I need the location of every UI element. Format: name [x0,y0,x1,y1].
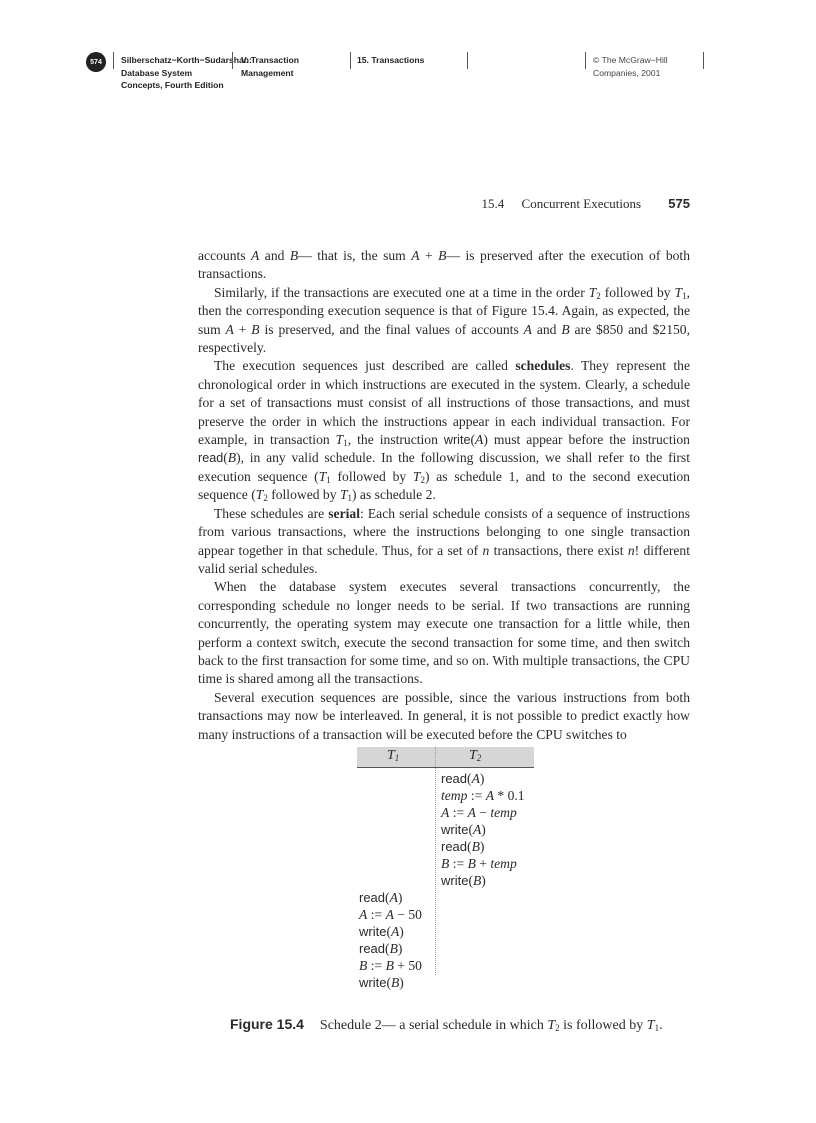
instruction-subtract-50: A := A − 50 [359,907,422,922]
column-divider [435,747,436,975]
header-copyright [593,54,668,78]
header-copyright-2: Companies, 2001 [593,67,661,78]
column-header-t1: $T_1$ [387,748,400,763]
instruction-write-a: write(A) [359,924,404,939]
section-number: 15.4 [481,196,505,211]
instruction-read-a: read(A) [441,771,485,786]
paragraph: accounts A and B— that is, the sum A + B— is preserved after the execution of both transactions. [198,248,690,282]
header-authors: Silberschatz−Korth−Sudarshan: [121,55,252,65]
header-divider [467,52,468,69]
instruction-add-50: B := B + 50 [359,958,422,973]
header-part [241,54,299,78]
instruction-compute-temp: temp := A * 0.1 [441,788,525,803]
header-chapter: 15. Transactions [357,55,425,65]
paragraph: Similarly, if the transactions are executed one at a time in the order $T_2$ followed by $T_1$, then the corresponding execution sequence is that of Figure 15.4. Again, as expected, the sum A + B is preserved, and the final values of accounts A and B are $850 and $2150, respectively. [198,284,690,356]
section-title: Concurrent Executions [521,196,642,211]
header-divider [350,52,351,69]
figure-caption: Figure 15.4 Schedule 2— a serial schedule in which $T_2$ is followed by $T_1$. [230,1016,663,1033]
paragraph: When the database system executes several transactions concurrently, the corresponding schedule no longer needs to be serial. If two transactions are running concurrently, the operating system may execute one transaction for a little while, then perform a context switch, execute the second transaction for some time, and then switch back to the first transaction for some time, and so on. With multiple transactions, the CPU time is shared among all the transactions. [198,579,690,687]
figure-label: Figure 15.4 [230,1016,304,1032]
header-divider [232,52,233,69]
term-serial: serial [328,505,360,521]
term-schedules: schedules [515,358,571,374]
paragraph: The execution sequences just described are called schedules. They represent the chronological order in which instructions are executed in the system. Clearly, a schedule for a set of transactions must consist of all instructions of those transactions, and must preserve the order in which the instructions appear in each individual transaction. For example, in transaction $T_1$, the instruction write(A) must appear before the instruction read(B), in any valid schedule. In the following discussion, we shall refer to the first execution sequence ($T_1$ followed by $T_2$) as schedule 1, and to the second execution sequence ($T_2$ followed by $T_1$) as schedule 2. [198,358,691,504]
instruction-add-temp: B := B + temp [441,856,517,871]
instruction-write-a: write(A) [441,822,486,837]
header-copyright-1: © The McGraw−Hill [593,55,668,65]
instruction-write-b: write(B) [441,873,486,888]
paragraph: These schedules are serial: Each serial schedule consists of a sequence of instructions from various transactions, where the instructions belonging to one single transaction appear together in that schedule. Thus, for a set of n transactions, there exist n! different valid serial schedules. [198,505,691,576]
header-part-2: Management [241,67,294,78]
header-book-title-1: Database System [121,67,193,78]
instruction-read-a: read(A) [359,890,403,905]
column-header-t2: $T_2$ [469,748,482,763]
header-part-1: V. Transaction [241,55,299,65]
instruction-write-b: write(B) [359,975,404,990]
instruction-subtract-temp: A := A − temp [441,805,517,820]
instruction-read-b: read(B) [441,839,485,854]
running-head [482,196,690,212]
instruction-read-b: read(B) [359,941,403,956]
header-divider [703,52,704,69]
schedule-header [357,747,534,768]
body-text [198,247,690,744]
header-divider [113,52,114,69]
paragraph: Several execution sequences are possible, since the various instructions from both transactions may now be interleaved. In general, it is not possible to predict exactly how many instructions of a transaction will be executed before the CPU switches to [198,689,690,742]
page-number: 575 [668,196,690,211]
header-book-title-2: Concepts, Fourth Edition [121,80,224,91]
header-divider [585,52,586,69]
page-badge: 574 [86,52,106,72]
